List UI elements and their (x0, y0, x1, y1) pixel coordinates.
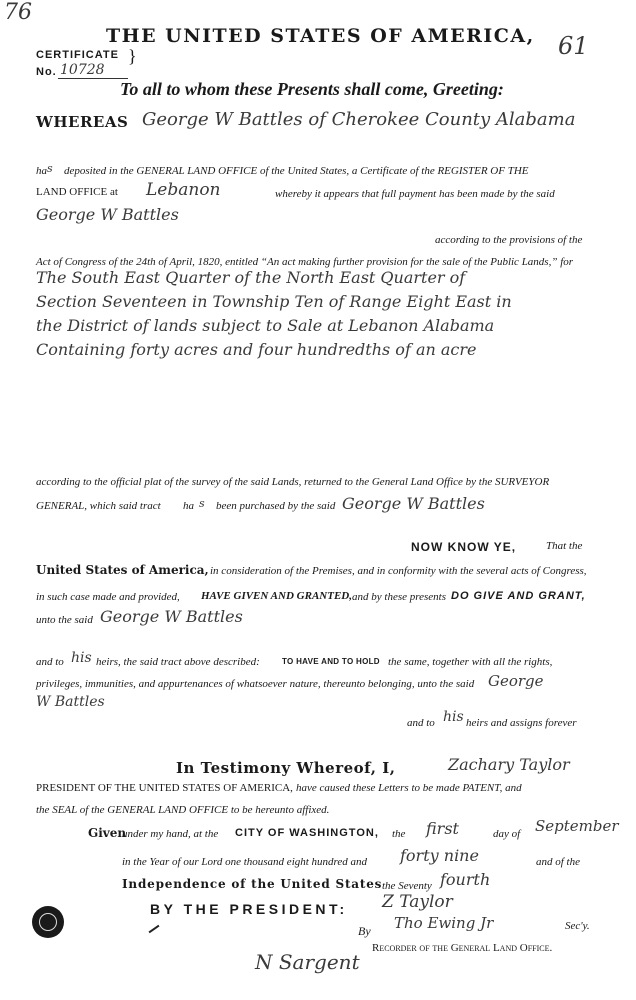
description-1: The South East Quarter of the North East Quarter of (36, 268, 466, 287)
unto-said: unto the said (36, 614, 93, 626)
usa-gothic: United States of America, (36, 563, 209, 577)
secretary-signature: Tho Ewing Jr (394, 914, 494, 932)
to-have-and-to-hold: TO HAVE AND TO HOLD (282, 657, 380, 666)
grantee-3: George W Battles (100, 607, 243, 626)
year-handwritten: forty nine (400, 846, 479, 865)
brace-mark: } (128, 46, 137, 66)
month-handwritten: September (535, 817, 619, 835)
grantee-1: George W Battles (36, 205, 179, 224)
recorder-line: Recorder of the General Land Office. (372, 942, 553, 954)
president-signature: Z Taylor (382, 892, 453, 912)
seal-icon (32, 906, 64, 938)
plat-line: according to the official plat of the survey of the said Lands, returned to the General Land Office by the SURVEYOR (36, 476, 550, 488)
same-together: the same, together with all the rights, (388, 656, 553, 668)
heirs-assigns: heirs and assigns forever (466, 717, 577, 729)
the-word: the (392, 828, 406, 840)
seventy-handwritten: fourth (440, 870, 491, 889)
secy-label: Sec'y. (565, 920, 590, 932)
and-to-2: and to (407, 717, 435, 729)
line1-has: s (47, 162, 53, 175)
line3-post: according to the provisions of the (435, 234, 583, 246)
the-seventy: the Seventy (382, 880, 432, 892)
have-given: HAVE GIVEN AND GRANTED, (201, 590, 352, 602)
greeting: To all to whom these Presents shall come, Greeting: (120, 79, 504, 99)
under-hand: under my hand, at the (122, 828, 219, 840)
given: Given (88, 826, 127, 840)
corner-number: 61 (558, 32, 589, 60)
line2-post: whereby it appears that full payment has been made by the said (275, 188, 555, 200)
certificate-no-label: No. (36, 66, 57, 78)
whereas-label: WHEREAS (36, 113, 129, 131)
in-testimony: In Testimony Whereof, I, (176, 759, 396, 777)
line1-post: deposited in the GENERAL LAND OFFICE of the United States, a Certificate of the REGISTER OF THE (64, 165, 529, 177)
line1-pre: ha (36, 165, 47, 177)
day-of: day of (493, 828, 521, 840)
do-give: DO GIVE AND GRANT, (451, 590, 586, 602)
grantee-2: George W Battles (342, 494, 485, 513)
day-handwritten: first (426, 819, 459, 838)
corner-note: 76 (4, 0, 32, 25)
general-s: s (199, 497, 205, 510)
his-1: his (71, 650, 92, 666)
that-the: That the (546, 540, 583, 552)
recorder-signature: N Sargent (255, 950, 360, 974)
grantee-4a: George (488, 672, 544, 690)
and-to: and to (36, 656, 64, 668)
his-2: his (443, 709, 464, 725)
president-line: PRESIDENT OF THE UNITED STATES OF AMERICA, (36, 782, 293, 794)
grantee-county: George W Battles of Cherokee County Alabama (142, 109, 576, 130)
general-pre: GENERAL, which said tract (36, 500, 161, 512)
description-3: the District of lands subject to Sale at Lebanon Alabama (36, 316, 495, 335)
line2-pre: LAND OFFICE at (36, 186, 118, 198)
city: CITY OF WASHINGTON, (235, 827, 379, 839)
certificate-no-underline (58, 78, 128, 79)
year-pre: in the Year of our Lord one thousand eight hundred and (122, 856, 368, 868)
privileges-line: privileges, immunities, and appurtenances of whatsoever nature, thereunto belonging, unto the said (36, 678, 475, 690)
certificate-no: 10728 (60, 62, 105, 78)
and-by: and by these presents (352, 591, 446, 603)
general-ha: ha (183, 500, 194, 512)
seal-line: the SEAL of the GENERAL LAND OFFICE to be hereunto affixed. (36, 804, 330, 816)
consideration-line: in consideration of the Premises, and in conformity with the several acts of Congress, (210, 565, 587, 577)
by-the-president: BY THE PRESIDENT: (150, 901, 348, 917)
certificate-label: CERTIFICATE (36, 49, 119, 61)
grantee-4b: W Battles (36, 694, 105, 710)
signature-mark (149, 925, 160, 934)
description-4: Containing forty acres and four hundredths of an acre (36, 340, 477, 359)
independence: Independence of the United States (122, 877, 383, 891)
and-of-the: and of the (536, 856, 580, 868)
heirs-line: heirs, the said tract above described: (96, 656, 260, 668)
letters-patent: have caused these Letters to be made PATENT, and (296, 782, 522, 794)
land-office: Lebanon (146, 180, 221, 200)
act-line: Act of Congress of the 24th of April, 1820, entitled “An act making further provision for the sale of the Public Lands,” for (36, 256, 574, 268)
president-name: Zachary Taylor (448, 755, 570, 774)
page-title: THE UNITED STATES OF AMERICA, (106, 25, 535, 47)
now-know-ye: NOW KNOW YE, (411, 540, 517, 554)
by-label: By (358, 924, 371, 938)
general-post: been purchased by the said (216, 500, 336, 512)
such-case: in such case made and provided, (36, 591, 180, 603)
description-2: Section Seventeen in Township Ten of Range Eight East in (36, 292, 512, 311)
